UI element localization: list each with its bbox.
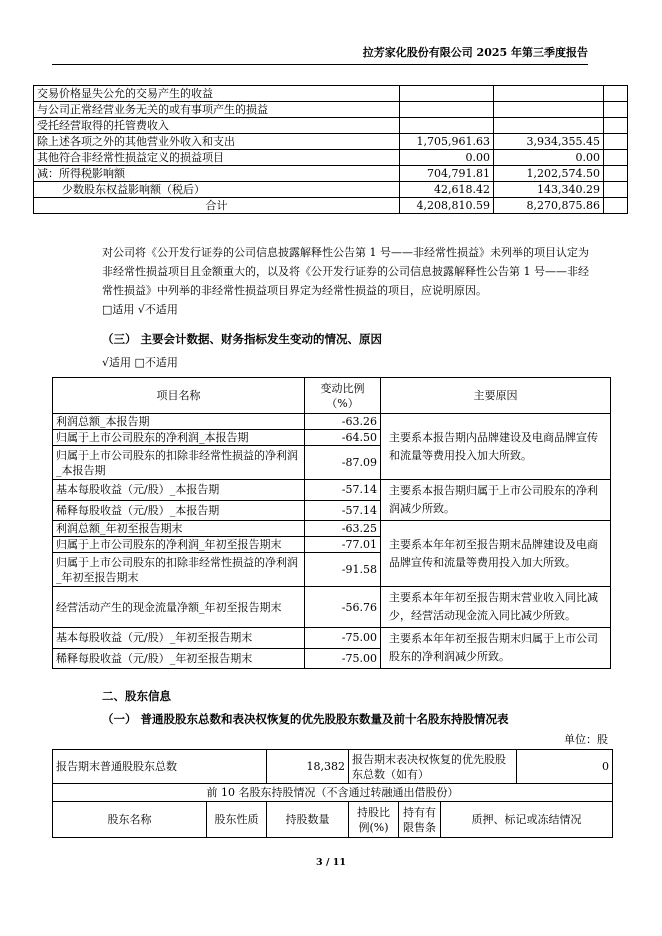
row-item: 除上述各项之外的其他营业外收入和支出 [34, 134, 400, 150]
row-current: 42,618.42 [400, 182, 494, 198]
page-header: 拉芳家化股份有限公司 2025 年第三季度报告 [52, 44, 588, 65]
item: 归属于上市公司股东的扣除非经常性损益的净利润_本报告期 [53, 446, 305, 480]
ratio: -91.58 [305, 553, 381, 587]
ratio: -57.14 [305, 480, 381, 501]
row-ytd: 1,202,574.50 [494, 166, 604, 182]
row-note [604, 118, 628, 134]
row-note [604, 166, 628, 182]
row-note [604, 198, 628, 214]
row-current [400, 86, 494, 102]
row-current: 0.00 [400, 150, 494, 166]
shareholders-title: 二、股东信息 [102, 689, 171, 703]
row-ytd: 143,340.29 [494, 182, 604, 198]
table-row [34, 166, 628, 182]
reason-1: 主要系本报告期内品牌建设及电商品牌宣传和流量等费用投入加大所致。 [381, 414, 611, 480]
ratio: -56.76 [305, 587, 381, 628]
col-ratio: 持股比例(%) [349, 802, 399, 838]
table-row [34, 102, 628, 118]
page-number: 3 / 11 [316, 857, 346, 868]
header-ratio: 变动比例（%） [305, 378, 381, 414]
row-current: 1,705,961.63 [400, 134, 494, 150]
item: 基本每股收益（元/股）_年初至报告期末 [53, 628, 305, 649]
item: 经营活动产生的现金流量净额_年初至报告期末 [53, 587, 305, 628]
row-item: 减：所得税影响额 [34, 166, 400, 182]
reason-5: 主要系本年年初至报告期末归属于上市公司股东的净利润减少所致。 [381, 628, 611, 669]
note-paragraph [102, 243, 596, 319]
shareholders-table [52, 749, 613, 838]
row-ytd [494, 86, 604, 102]
change-table [52, 377, 611, 669]
row-item: 受托经营取得的托管费收入 [34, 118, 400, 134]
ratio: -75.00 [305, 648, 381, 669]
row-item: 交易价格显失公允的交易产生的收益 [34, 86, 400, 102]
item: 归属于上市公司股东的扣除非经常性损益的净利润_年初至报告期末 [53, 553, 305, 587]
row-item: 少数股东权益影响额（税后） [34, 182, 400, 198]
row-current [400, 102, 494, 118]
header-item: 项目名称 [53, 378, 305, 414]
section3-title: （三） 主要会计数据、财务指标发生变动的情况、原因 [102, 332, 383, 346]
row-ytd [494, 118, 604, 134]
item: 基本每股收益（元/股）_本报告期 [53, 480, 305, 501]
row-item: 合计 [34, 198, 400, 214]
non-recurring-table [33, 85, 628, 214]
item: 归属于上市公司股东的净利润_本报告期 [53, 430, 305, 446]
table-row [34, 150, 628, 166]
row-ytd: 8,270,875.86 [494, 198, 604, 214]
reason-3: 主要系本年年初至报告期末品牌建设及电商品牌宣传和流量等费用投入加大所致。 [381, 521, 611, 587]
ratio: -57.14 [305, 500, 381, 521]
col-name: 股东名称 [53, 802, 207, 838]
unit-label: 单位：股 [564, 733, 608, 746]
row-note [604, 150, 628, 166]
ratio: -77.01 [305, 537, 381, 553]
note-text: 对公司将《公开发行证券的公司信息披露解释性公告第 1 号——非经常性损益》未列举的项目认定为非经常性损益项目且金额重大的，以及将《公开发行证券的公司信息披露解释性公告第 1 号——非经常性损益》中列举的非经常性损益项目界定为经常性损益的项目，应说明原因。 [102, 246, 589, 297]
row-ytd: 0.00 [494, 150, 604, 166]
table-row [34, 182, 628, 198]
note-options: □适用 √不适用 [102, 303, 178, 316]
table-row [34, 198, 628, 214]
reason-4: 主要系本年年初至报告期末营业收入同比减少，经营活动现金流入同比减少所致。 [381, 587, 611, 628]
ratio: -63.26 [305, 414, 381, 430]
table-row [34, 118, 628, 134]
shareholders-subtitle: （一） 普通股股东总数和表决权恢复的优先股股东数量及前十名股东持股情况表 [102, 712, 509, 726]
ratio: -87.09 [305, 446, 381, 480]
item: 归属于上市公司股东的净利润_年初至报告期末 [53, 537, 305, 553]
row-note [604, 182, 628, 198]
ratio: -63.25 [305, 521, 381, 537]
row-ytd: 3,934,355.45 [494, 134, 604, 150]
col-restricted: 持有有限售条 [399, 802, 441, 838]
item: 利润总额_年初至报告期末 [53, 521, 305, 537]
ratio: -75.00 [305, 628, 381, 649]
pref-label: 报告期末表决权恢复的优先股股东总数（如有） [349, 750, 517, 784]
row-current [400, 118, 494, 134]
total-label: 报告期末普通股股东总数 [53, 750, 267, 784]
col-quantity: 持股数量 [267, 802, 349, 838]
ratio: -64.50 [305, 430, 381, 446]
row-note [604, 102, 628, 118]
section3-options: √适用 □不适用 [102, 356, 178, 369]
row-item: 其他符合非经常性损益定义的损益项目 [34, 150, 400, 166]
row-current: 704,791.81 [400, 166, 494, 182]
item: 利润总额_本报告期 [53, 414, 305, 430]
row-note [604, 134, 628, 150]
top10-caption: 前 10 名股东持股情况（不含通过转融通出借股份） [53, 784, 613, 802]
row-ytd [494, 102, 604, 118]
item: 稀释每股收益（元/股）_本报告期 [53, 500, 305, 521]
reason-2: 主要系本报告期归属于上市公司股东的净利润减少所致。 [381, 480, 611, 521]
pref-value: 0 [517, 750, 613, 784]
item: 稀释每股收益（元/股）_年初至报告期末 [53, 648, 305, 669]
row-note [604, 86, 628, 102]
col-nature: 股东性质 [207, 802, 267, 838]
table-row [34, 134, 628, 150]
table-row [34, 86, 628, 102]
header-reason: 主要原因 [381, 378, 611, 414]
total-value: 18,382 [267, 750, 349, 784]
row-current: 4,208,810.59 [400, 198, 494, 214]
row-item: 与公司正常经营业务无关的或有事项产生的损益 [34, 102, 400, 118]
col-pledge: 质押、标记或冻结情况 [441, 802, 613, 838]
